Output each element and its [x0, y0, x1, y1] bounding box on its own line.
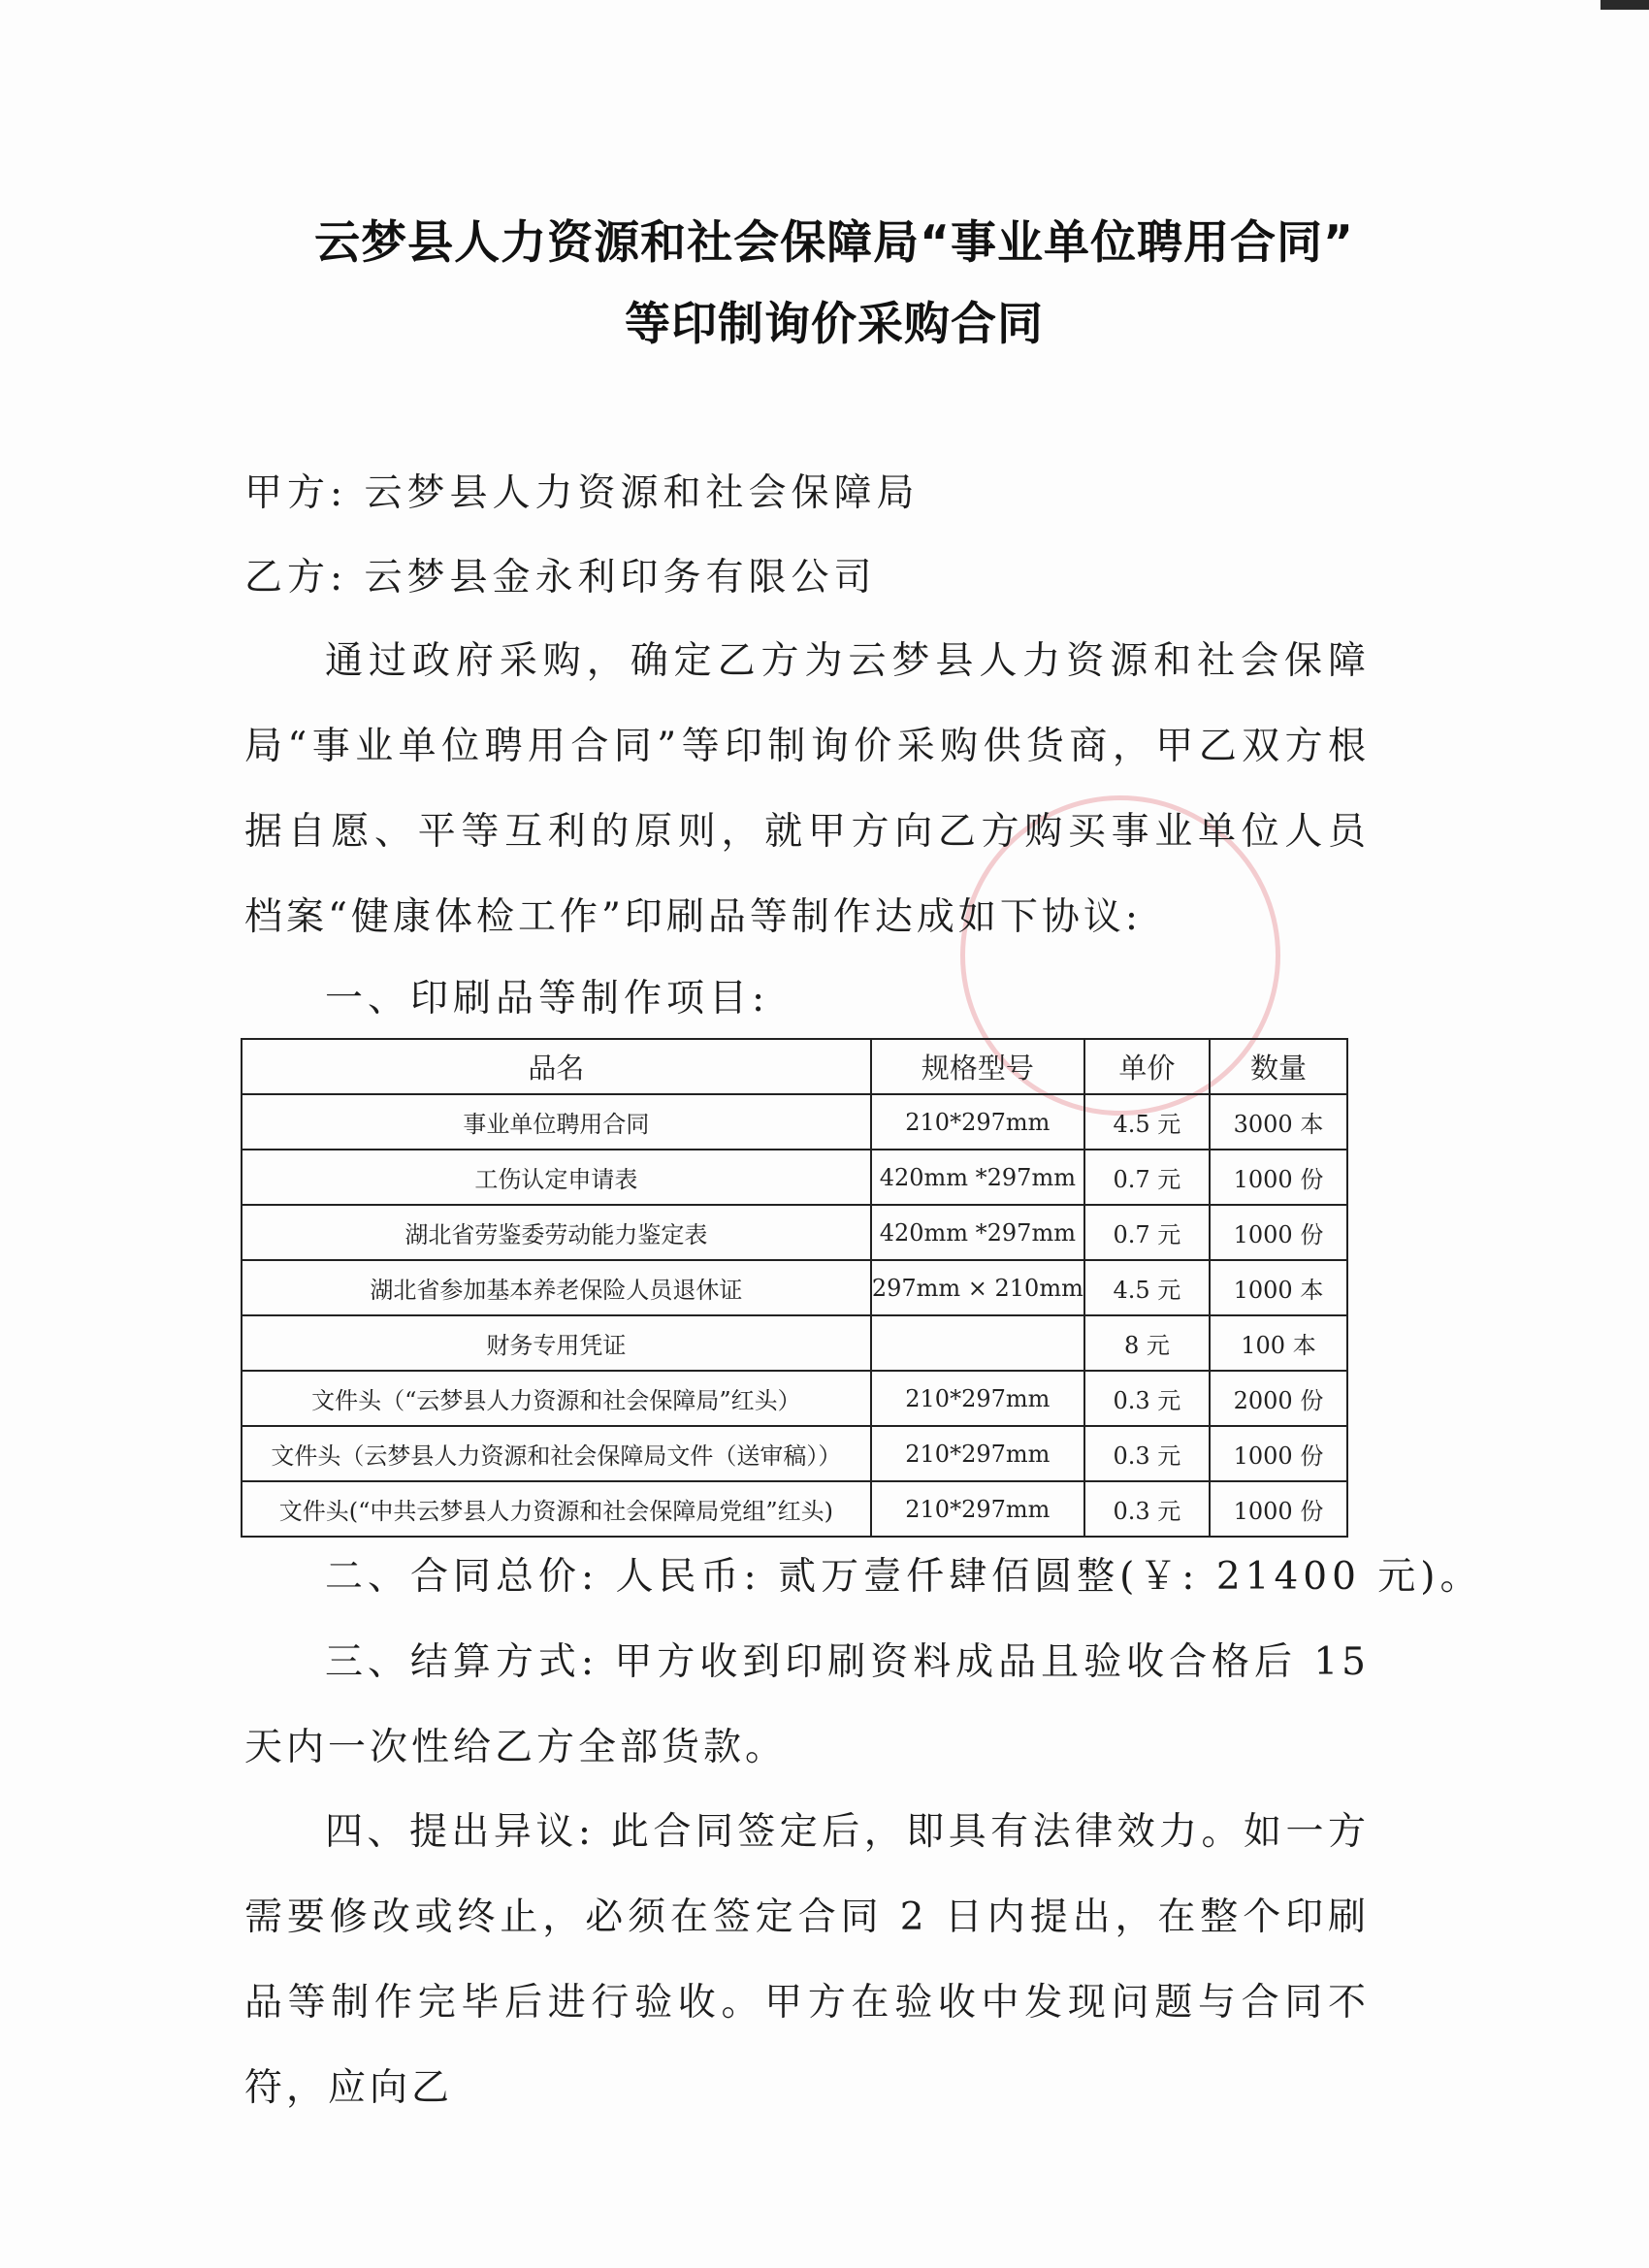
cell-spec: 210*297mm [871, 1371, 1084, 1426]
cell-name: 湖北省参加基本养老保险人员退休证 [242, 1260, 871, 1315]
section4-objection: 四、提出异议: 此合同签定后，即具有法律效力。如一方需要修改或终止，必须在签定合同 2 日内提出，在整个印刷品等制作完毕后进行验收。甲方在验收中发现问题与合同不符，应向乙 [244, 1810, 1370, 2110]
header-spec: 规格型号 [871, 1039, 1084, 1094]
cell-name: 文件头（“云梦县人力资源和社会保障局”红头） [242, 1371, 871, 1426]
cell-quantity: 1000 份 [1210, 1205, 1347, 1260]
section2-total-price: 二、合同总价: 人民币: 贰万壹仟肆佰圆整(￥: 21400 元)。 [325, 1555, 1483, 1599]
cell-price: 0.3 元 [1084, 1481, 1210, 1537]
cell-quantity: 2000 份 [1210, 1371, 1347, 1426]
cell-spec: 420mm *297mm [871, 1150, 1084, 1205]
cell-price: 4.5 元 [1084, 1260, 1210, 1315]
cell-price: 0.3 元 [1084, 1371, 1210, 1426]
header-quantity: 数量 [1210, 1039, 1347, 1094]
cell-spec: 210*297mm [871, 1426, 1084, 1481]
header-price: 单价 [1084, 1039, 1210, 1094]
cell-quantity: 100 本 [1210, 1315, 1347, 1371]
table-row [242, 1315, 1347, 1371]
cell-name: 工伤认定申请表 [242, 1150, 871, 1205]
items-table [241, 1038, 1348, 1538]
cell-spec: 210*297mm [871, 1481, 1084, 1537]
cell-quantity: 3000 本 [1210, 1094, 1347, 1150]
cell-name: 文件头（云梦县人力资源和社会保障局文件（送审稿）） [242, 1426, 871, 1481]
table-row [242, 1426, 1347, 1481]
section3-settlement: 三、结算方式: 甲方收到印刷资料成品且验收合格后 15 天内一次性给乙方全部货款。 [244, 1640, 1370, 1769]
scan-corner-mark [1600, 0, 1649, 10]
party-a: 甲方: 云梦县人力资源和社会保障局 [244, 471, 920, 515]
cell-quantity: 1000 份 [1210, 1481, 1347, 1537]
cell-price: 8 元 [1084, 1315, 1210, 1371]
table-header-row [242, 1039, 1347, 1094]
document-title-line2: 等印制询价采购合同 [625, 298, 1044, 351]
cell-price: 0.7 元 [1084, 1205, 1210, 1260]
table-row [242, 1481, 1347, 1537]
cell-spec: 297mm × 210mm [871, 1260, 1084, 1315]
cell-quantity: 1000 份 [1210, 1426, 1347, 1481]
cell-spec: 420mm *297mm [871, 1205, 1084, 1260]
cell-quantity: 1000 份 [1210, 1150, 1347, 1205]
cell-name: 湖北省劳鉴委劳动能力鉴定表 [242, 1205, 871, 1260]
intro-paragraph: 通过政府采购，确定乙方为云梦县人力资源和社会保障局“事业单位聘用合同”等印制询价采购供货商，甲乙双方根据自愿、平等互利的原则，就甲方向乙方购买事业单位人员档案“健康体检工作”印刷品等制作达成如下协议: [244, 639, 1370, 939]
table-row [242, 1371, 1347, 1426]
cell-spec [871, 1315, 1084, 1371]
party-b: 乙方: 云梦县金永利印务有限公司 [244, 556, 877, 599]
cell-name: 事业单位聘用合同 [242, 1094, 871, 1150]
header-name: 品名 [242, 1039, 871, 1094]
cell-price: 4.5 元 [1084, 1094, 1210, 1150]
cell-price: 0.7 元 [1084, 1150, 1210, 1205]
table-row [242, 1094, 1347, 1150]
table-row [242, 1150, 1347, 1205]
table-row [242, 1205, 1347, 1260]
section1-heading: 一、印刷品等制作项目: [325, 977, 770, 1021]
cell-price: 0.3 元 [1084, 1426, 1210, 1481]
cell-name: 文件头(“中共云梦县人力资源和社会保障局党组”红头) [242, 1481, 871, 1537]
cell-name: 财务专用凭证 [242, 1315, 871, 1371]
document-title-line1: 云梦县人力资源和社会保障局“事业单位聘用合同” [314, 216, 1354, 270]
cell-spec: 210*297mm [871, 1094, 1084, 1150]
table-row [242, 1260, 1347, 1315]
cell-quantity: 1000 本 [1210, 1260, 1347, 1315]
